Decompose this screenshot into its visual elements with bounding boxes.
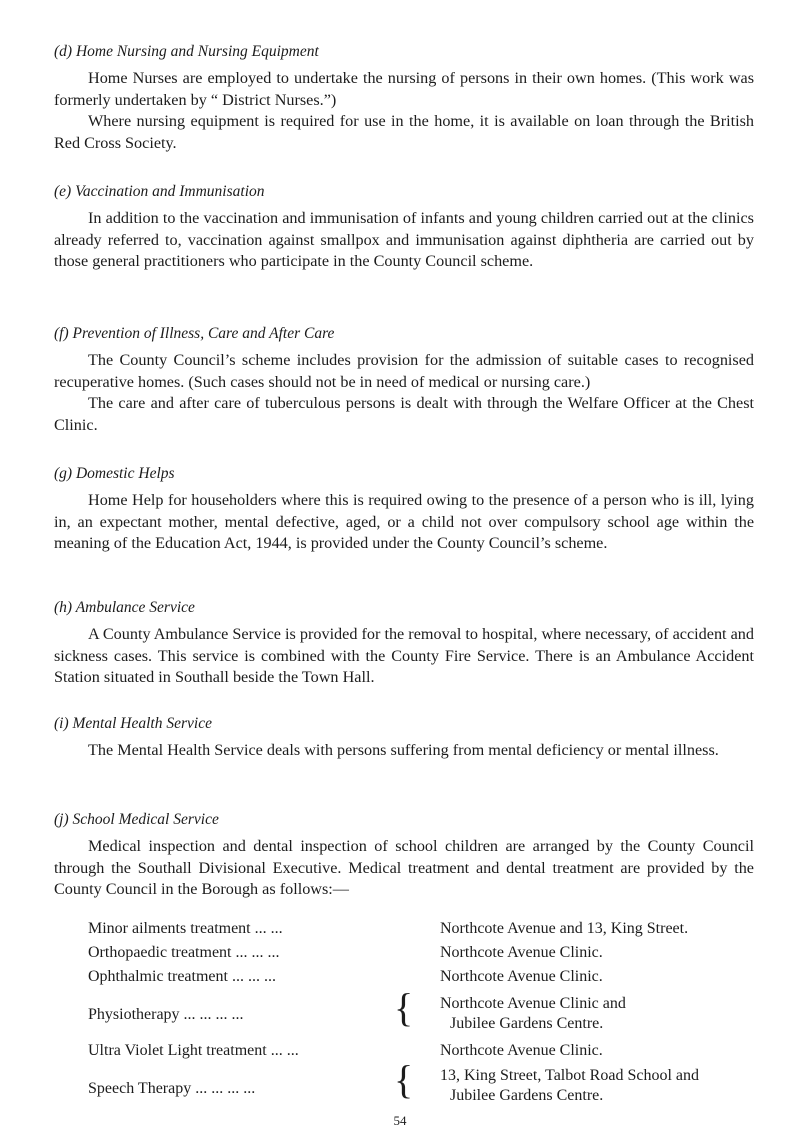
section-heading: (f) Prevention of Illness, Care and After Care [54, 325, 335, 342]
paragraph: A County Ambulance Service is provided for the removal to hospital, where necessary, of accident and sickness cases. This service is combined with the County Fire Service. There is an Ambulance Accident Station situated in Southall beside the Town Hall. [54, 625, 754, 686]
paragraph: The care and after care of tuberculous persons is dealt with through the Welfare Officer at the Chest Clinic. [54, 394, 754, 434]
page-number: 54 [393, 1113, 407, 1128]
treatment-name: Ultra Violet Light treatment ... ... [88, 1042, 299, 1059]
treatment-name: Speech Therapy ... ... ... ... [88, 1080, 256, 1097]
treatment-location: Northcote Avenue Clinic. [440, 968, 603, 985]
section-heading: (j) School Medical Service [54, 811, 219, 828]
treatment-name: Orthopaedic treatment ... ... ... [88, 944, 280, 961]
treatment-row [88, 1057, 768, 1114]
treatment-location: Northcote Avenue Clinic. [440, 944, 603, 961]
section-heading: (h) Ambulance Service [54, 599, 195, 616]
treatment-location-line-1: 13, King Street, Talbot Road School and [440, 1067, 699, 1084]
section-mental-health [54, 714, 754, 762]
paragraph: Home Help for householders where this is required owing to the presence of a person who is ill, lying in, an expectant mother, mental defective, aged, or a child not over compulsory school age within the meaning of the Education Act, 1944, is provided under the County Council’s scheme. [54, 491, 754, 552]
paragraph: Medical inspection and dental inspection of school children are arranged by the County Council through the Southall Divisional Executive. Medical treatment and dental treatment are provided by the County Council in the Borough as follows:— [54, 837, 754, 898]
section-vaccination [54, 182, 754, 273]
treatment-name: Ophthalmic treatment ... ... ... [88, 968, 276, 985]
section-heading: (d) Home Nursing and Nursing Equipment [54, 43, 319, 60]
treatment-location: Northcote Avenue Clinic. [440, 1042, 603, 1059]
paragraph: The County Council’s scheme includes provision for the admission of suitable cases to recognised recuperative homes. (Such cases should not be in need of medical or nursing care.) [54, 351, 754, 391]
paragraph: Where nursing equipment is required for use in the home, it is available on loan through the British Red Cross Society. [54, 112, 754, 152]
section-home-nursing [54, 42, 754, 154]
treatment-location-line-2: Jubilee Gardens Centre. [450, 1087, 604, 1104]
section-school-medical-service [54, 810, 754, 901]
treatment-row [88, 985, 768, 1042]
section-heading: (i) Mental Health Service [54, 715, 212, 732]
treatment-name: Physiotherapy ... ... ... ... [88, 1006, 244, 1023]
section-prevention-of-illness [54, 324, 754, 436]
treatment-location-line-2: Jubilee Gardens Centre. [450, 1015, 604, 1032]
paragraph: Home Nurses are employed to undertake the nursing of persons in their own homes. (This work was formerly undertaken by “ District Nurses.”) [54, 69, 754, 109]
section-domestic-helps [54, 464, 754, 555]
treatment-name: Minor ailments treatment ... ... [88, 920, 283, 937]
brace-icon: { [394, 1057, 414, 1102]
brace-icon: { [394, 985, 414, 1030]
treatment-location-line-1: Northcote Avenue Clinic and [440, 995, 626, 1012]
paragraph: In addition to the vaccination and immunisation of infants and young children carried out at the clinics already referred to, vaccination against smallpox and immunisation against diphtheria are carried out by those general practitioners who participate in the County Council scheme. [54, 209, 754, 270]
treatment-location: Northcote Avenue and 13, King Street. [440, 920, 689, 937]
section-heading: (g) Domestic Helps [54, 465, 175, 482]
paragraph: The Mental Health Service deals with persons suffering from mental deficiency or mental illness. [88, 741, 719, 759]
section-heading: (e) Vaccination and Immunisation [54, 183, 265, 200]
section-ambulance-service [54, 598, 754, 689]
